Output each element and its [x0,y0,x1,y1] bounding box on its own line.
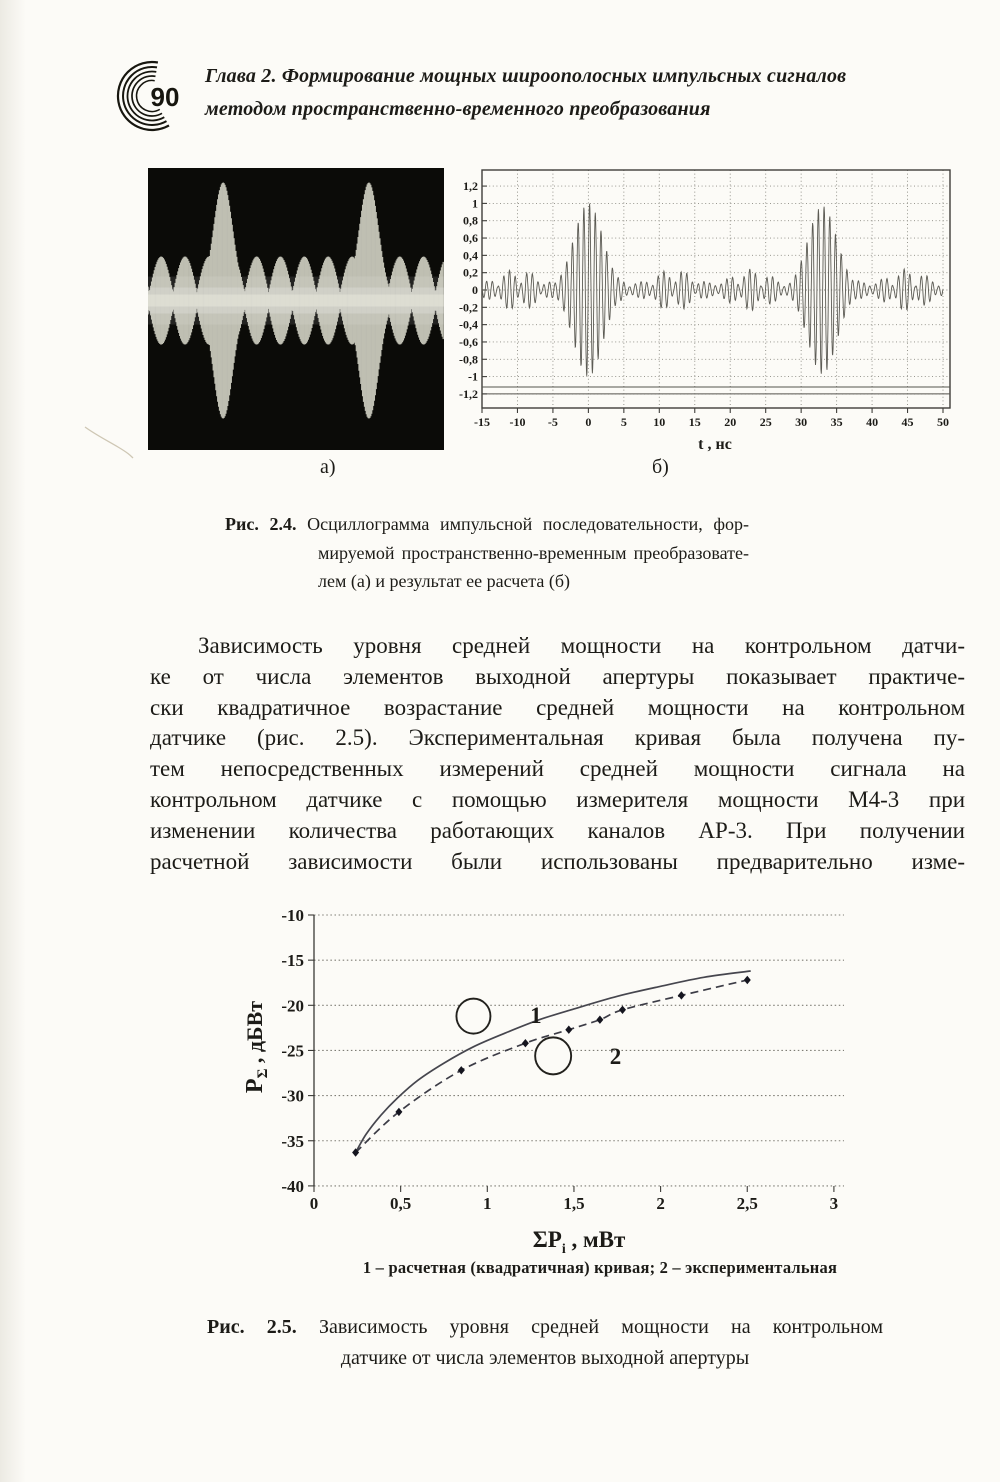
svg-text:1: 1 [472,196,478,211]
svg-text:15: 15 [688,415,701,429]
svg-text:2: 2 [656,1194,665,1213]
caption-line [225,510,749,539]
figure-2-5-caption [207,1312,883,1374]
figure-2-4-caption [225,510,749,596]
svg-text:PΣ , дБВт: PΣ , дБВт [242,1000,271,1094]
svg-text:t , нс: t , нс [698,436,732,453]
svg-text:25: 25 [759,415,772,429]
svg-text:0,4: 0,4 [463,248,478,263]
svg-text:-15: -15 [281,951,304,971]
svg-text:-35: -35 [281,1131,304,1151]
svg-text:-5: -5 [547,415,558,429]
svg-text:0,5: 0,5 [390,1194,412,1213]
svg-text:40: 40 [866,415,879,429]
svg-text:1,5: 1,5 [563,1194,585,1213]
svg-text:20: 20 [724,415,737,429]
svg-text:-20: -20 [281,996,304,1016]
pencil-mark [78,420,140,466]
paragraph-line: датчике (рис. 2.5). Экспериментальная кривая была получена пу- [150,725,965,751]
svg-text:ΣPi , мВт: ΣPi , мВт [532,1227,626,1257]
svg-text:0,8: 0,8 [463,213,478,228]
svg-text:1: 1 [530,1003,542,1029]
svg-text:-0,2: -0,2 [459,300,478,315]
paragraph-line: изменении количества работающих каналов АР-3. При получении [150,817,965,843]
paragraph-line: контрольном датчике с помощью измерителя мощности М4-3 при [150,786,965,812]
svg-text:-10: -10 [281,906,304,925]
page-number: 90 [150,82,180,112]
svg-text:0,6: 0,6 [463,231,478,246]
running-header [205,60,935,126]
svg-text:30: 30 [795,415,808,429]
caption-line [207,1312,883,1343]
svg-text:0: 0 [585,415,592,429]
computed-waveform-plot [450,158,966,470]
svg-text:10: 10 [653,415,666,429]
chapter-number-logo [112,46,198,138]
svg-text:-25: -25 [281,1041,304,1061]
svg-text:0: 0 [309,1194,319,1213]
power-vs-aperture-chart [230,895,890,1257]
oscillogram-photo [148,168,444,450]
paragraph-line: тем непосредственных измерений средней мощности сигнала на [150,756,965,782]
svg-text:-0,8: -0,8 [459,352,478,367]
caption-text: Осциллограмма импульсной последовательности, фор- [307,514,750,534]
svg-text:50: 50 [936,415,949,429]
svg-text:5: 5 [620,415,627,429]
svg-text:-40: -40 [281,1176,304,1196]
body-paragraph [150,631,965,877]
svg-text:1,2: 1,2 [463,179,478,194]
svg-text:-0,4: -0,4 [459,317,478,332]
running-header-line1: Глава 2. Формирование мощных широополосных импульсных сигналов [205,65,847,87]
paragraph-line: расчетной зависимости были использованы предварительно изме- [150,848,965,874]
svg-text:-0,6: -0,6 [459,334,478,349]
svg-text:-30: -30 [281,1086,304,1106]
svg-text:2,5: 2,5 [736,1194,758,1213]
chart-legend: 1 – расчетная (квадратичная) кривая; 2 – экспериментальная [362,1258,838,1277]
svg-text:1: 1 [483,1194,492,1213]
figure-number: Рис. 2.5. [207,1316,297,1338]
svg-text:35: 35 [830,415,843,429]
svg-text:0,2: 0,2 [463,265,478,280]
figure-label-a: а) [320,456,336,478]
figure-label-b: б) [652,456,669,478]
svg-text:-10: -10 [509,415,526,429]
caption-line: лем (а) и результат ее расчета (б) [318,571,570,591]
paragraph-line: ке от числа элементов выходной апертуры показывает практиче- [150,663,965,689]
svg-text:2: 2 [609,1043,622,1069]
svg-text:-1: -1 [468,369,478,384]
svg-text:-15: -15 [474,415,490,429]
running-header-line2: методом пространственно-временного преобразования [205,98,711,120]
svg-text:45: 45 [901,415,914,429]
figure-number: Рис. 2.4. [225,514,297,534]
svg-text:3: 3 [829,1194,839,1213]
paragraph-line: ски квадратичное возрастание средней мощности на контрольном [150,694,965,720]
caption-line: датчике от числа элементов выходной апертуры [340,1347,750,1369]
svg-text:0: 0 [472,283,478,297]
caption-line: мируемой пространственно-временным преобразовате- [318,542,749,563]
svg-text:-1,2: -1,2 [459,386,478,401]
paragraph-line: Зависимость уровня средней мощности на контрольном датчи- [198,633,965,658]
caption-text: Зависимость уровня средней мощности на контрольном [318,1316,883,1338]
